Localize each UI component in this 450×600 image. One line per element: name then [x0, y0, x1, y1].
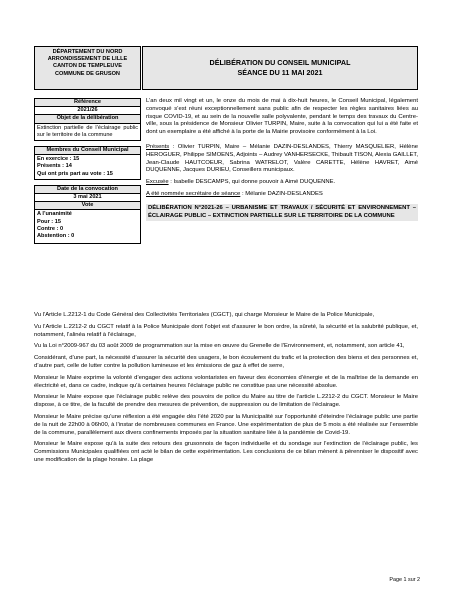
membres-block	[34, 146, 141, 180]
canton-line: CANTON DE TEMPLEUVE	[53, 63, 122, 70]
body-paragraph: Vu l’Article L.2212-1 du Code Général des Collectivités Territoriales (CGCT), qui charge Monsieur le Maire de la Police Municipale,	[34, 312, 375, 318]
commune-line: COMMUNE DE GRUSON	[55, 70, 120, 77]
secretaire-text: : Mélanie DAZIN-DESLANDES	[240, 190, 323, 197]
excuses-label: Excusée	[146, 179, 169, 186]
presents-list: : Olivier TURPIN, Maire – Mélanie DAZIN-DESLANDES, Thierry MASQUELIER, Hélène HEROGUER, Philippe SIMOENS, Adjoints – Audrey VANHERSECKE, Thibault TISON, Alexia GAILLET, Jean-Claude HAUTCOEUR, Sabrina WATRELOT, Valère CARETTE, Hélène HAVRET, Aimé DUQUENNE, Jacques DURIEU, Conseillers municipaux.	[146, 143, 418, 174]
vote-pour: Pour : 15	[37, 218, 61, 225]
membres-en-exercice: En exercice : 15	[37, 156, 80, 163]
department-box	[34, 46, 141, 90]
reference-label: Référence	[35, 99, 140, 107]
intro-column	[146, 98, 418, 221]
body-paragraph: Monsieur le Maire exprime la volonté d’engager des actions volontaristes en faveur des économies d’énergie et de la maîtrise de la demande en électricité et, dans ce cadre, indique qu’à certaines heures l’éclairage public ne constitue pas une nécessité absolue.	[34, 374, 418, 389]
excuses-text: : Isabelle DESCAMPS, qui donne pouvoir à Aimé DUQUENNE.	[168, 179, 336, 186]
convocation-label: Date de la convocation	[35, 186, 140, 194]
convocation-value: 3 mai 2021	[35, 194, 140, 202]
department-line: DÉPARTEMENT DU NORD	[52, 49, 123, 55]
page-title: DÉLIBÉRATION DU CONSEIL MUNICIPAL	[209, 58, 351, 67]
objet-value: Extinction partielle de l’éclairage public sur le territoire de la commune	[37, 124, 138, 138]
membres-presents: Présents : 14	[37, 163, 72, 170]
membres-label: Membres du Conseil Municipal	[35, 147, 140, 155]
body-text	[34, 312, 418, 465]
objet-label: Objet de la délibération	[35, 115, 140, 123]
vote-contre: Contre : 0	[37, 225, 64, 232]
deliberation-title: DÉLIBÉRATION N°2021-26 – URBANISME ET TRAVAUX / SÉCURITÉ ET ENVIRONNEMENT – ÉCLAIRAGE PUBLIC – EXTINCTION PARTIELLE SUR LE TERRITOIRE DE LA COMMUNE	[146, 204, 418, 222]
presents-label: Présents	[146, 143, 170, 150]
body-paragraph: Considérant, d’une part, la nécessité d’assurer la sécurité des usagers, le bon écoulement du trafic et la protection des biens et des personnes et, d’autre part, celle de lutter contre la pollution lumineuse et les émissions de gaz à effet de serre,	[34, 355, 418, 369]
convocation-block	[34, 185, 141, 244]
intro-paragraph: L’an deux mil vingt et un, le onze du mois de mai à dix-huit heures, le Conseil Municipal, légalement convoqué s’est réuni exceptionnellement sans public afin de respecter les règles sanitaires liées au risque COVID-19, et au sein de la nouvelle salle polyvalente, pendant le temps des travaux du Centre-ville, sous la présidence de Monsieur Olivier TURPIN, Maire, suite à la convocation qui lui a été faite et dont un exemplaire a été affiché à la porte de la Mairie provisoire conformément à la Loi.	[146, 98, 418, 136]
vote-unanimite: A l’unanimité	[37, 211, 72, 218]
secretaire-label: A été nommée secrétaire de séance	[146, 190, 241, 197]
secretaire-paragraph	[146, 191, 418, 199]
body-paragraph: Monsieur le Maire expose que l’éclairage public relève des pouvoirs de police du Maire au titre de l’article L.2212-2 du CGCT. Monsieur le Maire dispose, à ce titre, de la faculté de prendre des mesures de prévention, de suppression ou de limitation de l’éclairage.	[34, 394, 418, 409]
vote-abstention: Abstention : 0	[37, 233, 75, 240]
reference-value: 2021/26	[35, 107, 140, 115]
sidebar	[34, 98, 141, 244]
body-paragraph: Monsieur le Maire expose qu’à la suite des retours des grusonnois de façon individuelle et du sondage sur l’extinction de l’éclairage public, les Commissions Municipales qualifiées ont acté le bilan de cette expérimentation. Les conclusions de ce bilan mènent à pérenniser le dispositif avec une modification de la plage horaire. La plage	[34, 441, 418, 463]
membres-votants: Qui ont pris part au vote : 15	[37, 170, 113, 177]
presents-paragraph	[146, 144, 418, 175]
page-number: Page 1 sur 2	[389, 577, 420, 583]
body-paragraph: Vu l’Article L.2212-2 du CGCT relatif à la Police Municipale dont l’objet est d’assurer le bon ordre, la sûreté, la sécurité et la salubrité publique, et, notamment, l’alinéa relatif à l’éclairage,	[34, 323, 418, 338]
reference-block	[34, 98, 141, 141]
vote-label: Vote	[35, 202, 140, 210]
excuses-paragraph	[146, 179, 418, 187]
session-date: SÉANCE DU 11 MAI 2021	[237, 68, 323, 77]
arrondissement-line: ARRONDISSEMENT DE LILLE	[47, 56, 128, 63]
title-box	[142, 46, 418, 90]
body-paragraph: Monsieur le Maire précise qu’une réflexion a été engagée dès l’été 2020 par la Municipalité sur l’opportunité d’éteindre l’éclairage public une partie de la nuit de 22h00 à 06h00, à l’instar de nombreuses communes en France. Une expérimentation de plus de 5 mois a été réalisée sur l’ensemble de la commune, parallèlement aux divers confinements imposés par la situation sanitaire liée à la pandémie de Covid-19.	[34, 413, 418, 436]
body-paragraph: Vu la Loi n°2009-967 du 03 août 2009 de programmation sur la mise en œuvre du Grenelle de l’Environnement, et, notamment, son article 41,	[34, 343, 405, 350]
